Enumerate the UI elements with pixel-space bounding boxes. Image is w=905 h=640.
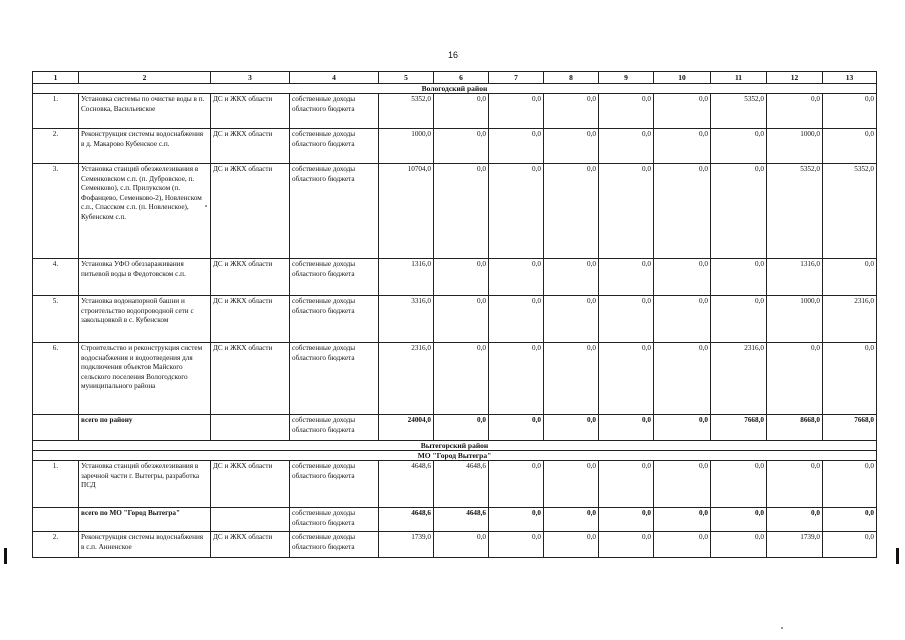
table-row (33, 129, 877, 164)
column-header-row (33, 72, 877, 84)
value-col-12: 1000,0 (767, 296, 823, 343)
table-row (33, 343, 877, 415)
measure-name: Реконструкция системы водоснабжения в с.п. Анненское (79, 532, 211, 558)
value-col-6: 0,0 (434, 129, 489, 164)
executor (211, 508, 290, 532)
value-col-12: 8668,0 (767, 415, 823, 441)
value-col-10: 0,0 (654, 259, 711, 296)
measure-name: Установка станций обезжелезивания в заречной части г. Вытегры, разработка ПСД (79, 461, 211, 508)
value-col-8: 0,0 (544, 343, 599, 415)
table-row (33, 259, 877, 296)
executor: ДС и ЖКХ области (211, 461, 290, 508)
value-col-9: 0,0 (599, 164, 654, 259)
value-col-9: 0,0 (599, 532, 654, 558)
value-col-5: 1316,0 (379, 259, 434, 296)
value-col-10: 0,0 (654, 532, 711, 558)
col-header-5: 5 (379, 72, 434, 84)
value-col-13: 5352,0 (823, 164, 877, 259)
col-header-6: 6 (434, 72, 489, 84)
value-col-10: 0,0 (654, 343, 711, 415)
measure-name: Реконструкция системы водоснабжения в д. Макарово Кубенское с.п. (79, 129, 211, 164)
measure-name: Установка системы по очистке воды в п. Сосновка, Васильевское (79, 94, 211, 129)
value-col-9: 0,0 (599, 259, 654, 296)
value-col-11: 2316,0 (711, 343, 767, 415)
section-title: Вытегорский район (33, 441, 877, 451)
value-col-7: 0,0 (489, 508, 544, 532)
value-col-12: 1000,0 (767, 129, 823, 164)
row-number (33, 415, 79, 441)
value-col-9: 0,0 (599, 129, 654, 164)
row-number (33, 508, 79, 532)
value-col-13: 0,0 (823, 129, 877, 164)
col-header-12: 12 (767, 72, 823, 84)
value-col-9: 0,0 (599, 343, 654, 415)
value-col-5: 1739,0 (379, 532, 434, 558)
table-row (33, 532, 877, 558)
executor: ДС и ЖКХ области (211, 129, 290, 164)
value-col-6: 0,0 (434, 259, 489, 296)
value-col-6: 0,0 (434, 296, 489, 343)
funding-source: собственные доходы областного бюджета (290, 94, 379, 129)
value-col-7: 0,0 (489, 343, 544, 415)
table-row (33, 164, 877, 259)
row-number: 1. (33, 94, 79, 129)
budget-table (32, 71, 877, 558)
value-col-10: 0,0 (654, 508, 711, 532)
section-title: Вологодский район (33, 84, 877, 94)
funding-source: собственные доходы областного бюджета (290, 508, 379, 532)
funding-source: собственные доходы областного бюджета (290, 343, 379, 415)
value-col-7: 0,0 (489, 129, 544, 164)
value-col-11: 0,0 (711, 129, 767, 164)
value-col-12: 0,0 (767, 343, 823, 415)
value-col-8: 0,0 (544, 296, 599, 343)
left-margin-mark (4, 548, 7, 564)
section-title: МО "Город Вытегра" (33, 451, 877, 461)
measure-name: Установка УФО обеззараживания питьевой воды в Федотовском с.п. (79, 259, 211, 296)
row-number: 2. (33, 532, 79, 558)
total-row-district (33, 415, 877, 441)
executor: ДС и ЖКХ области (211, 164, 290, 259)
executor (211, 415, 290, 441)
section-row-mo-vytegra (33, 451, 877, 461)
executor: ДС и ЖКХ области (211, 94, 290, 129)
value-col-9: 0,0 (599, 415, 654, 441)
value-col-9: 0,0 (599, 94, 654, 129)
value-col-13: 0,0 (823, 94, 877, 129)
value-col-10: 0,0 (654, 415, 711, 441)
value-col-7: 0,0 (489, 532, 544, 558)
value-col-8: 0,0 (544, 129, 599, 164)
value-col-7: 0,0 (489, 461, 544, 508)
value-col-12: 5352,0 (767, 164, 823, 259)
value-col-5: 4648,6 (379, 461, 434, 508)
value-col-7: 0,0 (489, 94, 544, 129)
row-number: 3. (33, 164, 79, 259)
executor: ДС и ЖКХ области (211, 532, 290, 558)
value-col-7: 0,0 (489, 259, 544, 296)
value-col-9: 0,0 (599, 296, 654, 343)
value-col-5: 24004,0 (379, 415, 434, 441)
value-col-9: 0,0 (599, 508, 654, 532)
section-row-vologda (33, 84, 877, 94)
table-row (33, 94, 877, 129)
scan-speck (781, 627, 783, 629)
scan-speck (205, 205, 207, 207)
section-row-vytegra (33, 441, 877, 451)
row-number: 6. (33, 343, 79, 415)
value-col-11: 0,0 (711, 508, 767, 532)
value-col-8: 0,0 (544, 259, 599, 296)
value-col-13: 2316,0 (823, 296, 877, 343)
executor: ДС и ЖКХ области (211, 259, 290, 296)
col-header-7: 7 (489, 72, 544, 84)
col-header-11: 11 (711, 72, 767, 84)
col-header-2: 2 (79, 72, 211, 84)
value-col-12: 1739,0 (767, 532, 823, 558)
value-col-7: 0,0 (489, 415, 544, 441)
value-col-6: 4648,6 (434, 508, 489, 532)
value-col-6: 0,0 (434, 532, 489, 558)
row-number: 1. (33, 461, 79, 508)
value-col-12: 0,0 (767, 94, 823, 129)
value-col-6: 0,0 (434, 343, 489, 415)
value-col-12: 1316,0 (767, 259, 823, 296)
funding-source: собственные доходы областного бюджета (290, 532, 379, 558)
col-header-3: 3 (211, 72, 290, 84)
value-col-5: 4648,6 (379, 508, 434, 532)
value-col-10: 0,0 (654, 129, 711, 164)
value-col-8: 0,0 (544, 532, 599, 558)
col-header-10: 10 (654, 72, 711, 84)
value-col-10: 0,0 (654, 461, 711, 508)
page-number: 16 (448, 50, 459, 60)
value-col-9: 0,0 (599, 461, 654, 508)
value-col-13: 0,0 (823, 508, 877, 532)
value-col-6: 4648,6 (434, 461, 489, 508)
value-col-13: 0,0 (823, 259, 877, 296)
executor: ДС и ЖКХ области (211, 296, 290, 343)
value-col-5: 10704,0 (379, 164, 434, 259)
value-col-8: 0,0 (544, 415, 599, 441)
col-header-9: 9 (599, 72, 654, 84)
value-col-7: 0,0 (489, 164, 544, 259)
value-col-6: 0,0 (434, 94, 489, 129)
value-col-5: 1000,0 (379, 129, 434, 164)
value-col-5: 3316,0 (379, 296, 434, 343)
funding-source: собственные доходы областного бюджета (290, 259, 379, 296)
funding-source: собственные доходы областного бюджета (290, 461, 379, 508)
measure-name: Установка водонапорной башни и строительство водопроводной сети с закольцовкой в с. Кубенском (79, 296, 211, 343)
value-col-8: 0,0 (544, 461, 599, 508)
value-col-8: 0,0 (544, 94, 599, 129)
measure-name: Установка станций обезжелезивания в Семенковском с.п. (п. Дубровское, п. Семенково), с.п. Прилукском (п. Фофанцево, Семенково-2), Новленском с.п., Спасском с.п. (п. Новленское), Кубенском с.п. (79, 164, 211, 259)
value-col-8: 0,0 (544, 164, 599, 259)
value-col-13: 0,0 (823, 343, 877, 415)
value-col-8: 0,0 (544, 508, 599, 532)
total-row-mo (33, 508, 877, 532)
funding-source: собственные доходы областного бюджета (290, 415, 379, 441)
value-col-11: 7668,0 (711, 415, 767, 441)
col-header-1: 1 (33, 72, 79, 84)
table-row (33, 461, 877, 508)
value-col-5: 5352,0 (379, 94, 434, 129)
funding-source: собственные доходы областного бюджета (290, 164, 379, 259)
value-col-6: 0,0 (434, 415, 489, 441)
value-col-12: 0,0 (767, 508, 823, 532)
right-margin-mark (896, 548, 899, 564)
funding-source: собственные доходы областного бюджета (290, 296, 379, 343)
col-header-13: 13 (823, 72, 877, 84)
value-col-7: 0,0 (489, 296, 544, 343)
funding-source: собственные доходы областного бюджета (290, 129, 379, 164)
value-col-13: 0,0 (823, 461, 877, 508)
value-col-11: 0,0 (711, 259, 767, 296)
row-number: 4. (33, 259, 79, 296)
table-row (33, 296, 877, 343)
value-col-11: 0,0 (711, 164, 767, 259)
measure-name: Строительство и реконструкция систем водоснабжения и водоотведения для подключения объектов Майского сельского поселения Вологодского муниципального района (79, 343, 211, 415)
value-col-11: 0,0 (711, 461, 767, 508)
value-col-11: 0,0 (711, 296, 767, 343)
value-col-5: 2316,0 (379, 343, 434, 415)
value-col-10: 0,0 (654, 94, 711, 129)
row-number: 2. (33, 129, 79, 164)
total-label: всего по МО "Город Вытегра" (79, 508, 211, 532)
row-number: 5. (33, 296, 79, 343)
value-col-11: 0,0 (711, 532, 767, 558)
value-col-13: 0,0 (823, 532, 877, 558)
value-col-12: 0,0 (767, 461, 823, 508)
value-col-10: 0,0 (654, 296, 711, 343)
col-header-4: 4 (290, 72, 379, 84)
value-col-11: 5352,0 (711, 94, 767, 129)
total-label: всего по району (79, 415, 211, 441)
value-col-10: 0,0 (654, 164, 711, 259)
executor: ДС и ЖКХ области (211, 343, 290, 415)
value-col-6: 0,0 (434, 164, 489, 259)
col-header-8: 8 (544, 72, 599, 84)
value-col-13: 7668,0 (823, 415, 877, 441)
